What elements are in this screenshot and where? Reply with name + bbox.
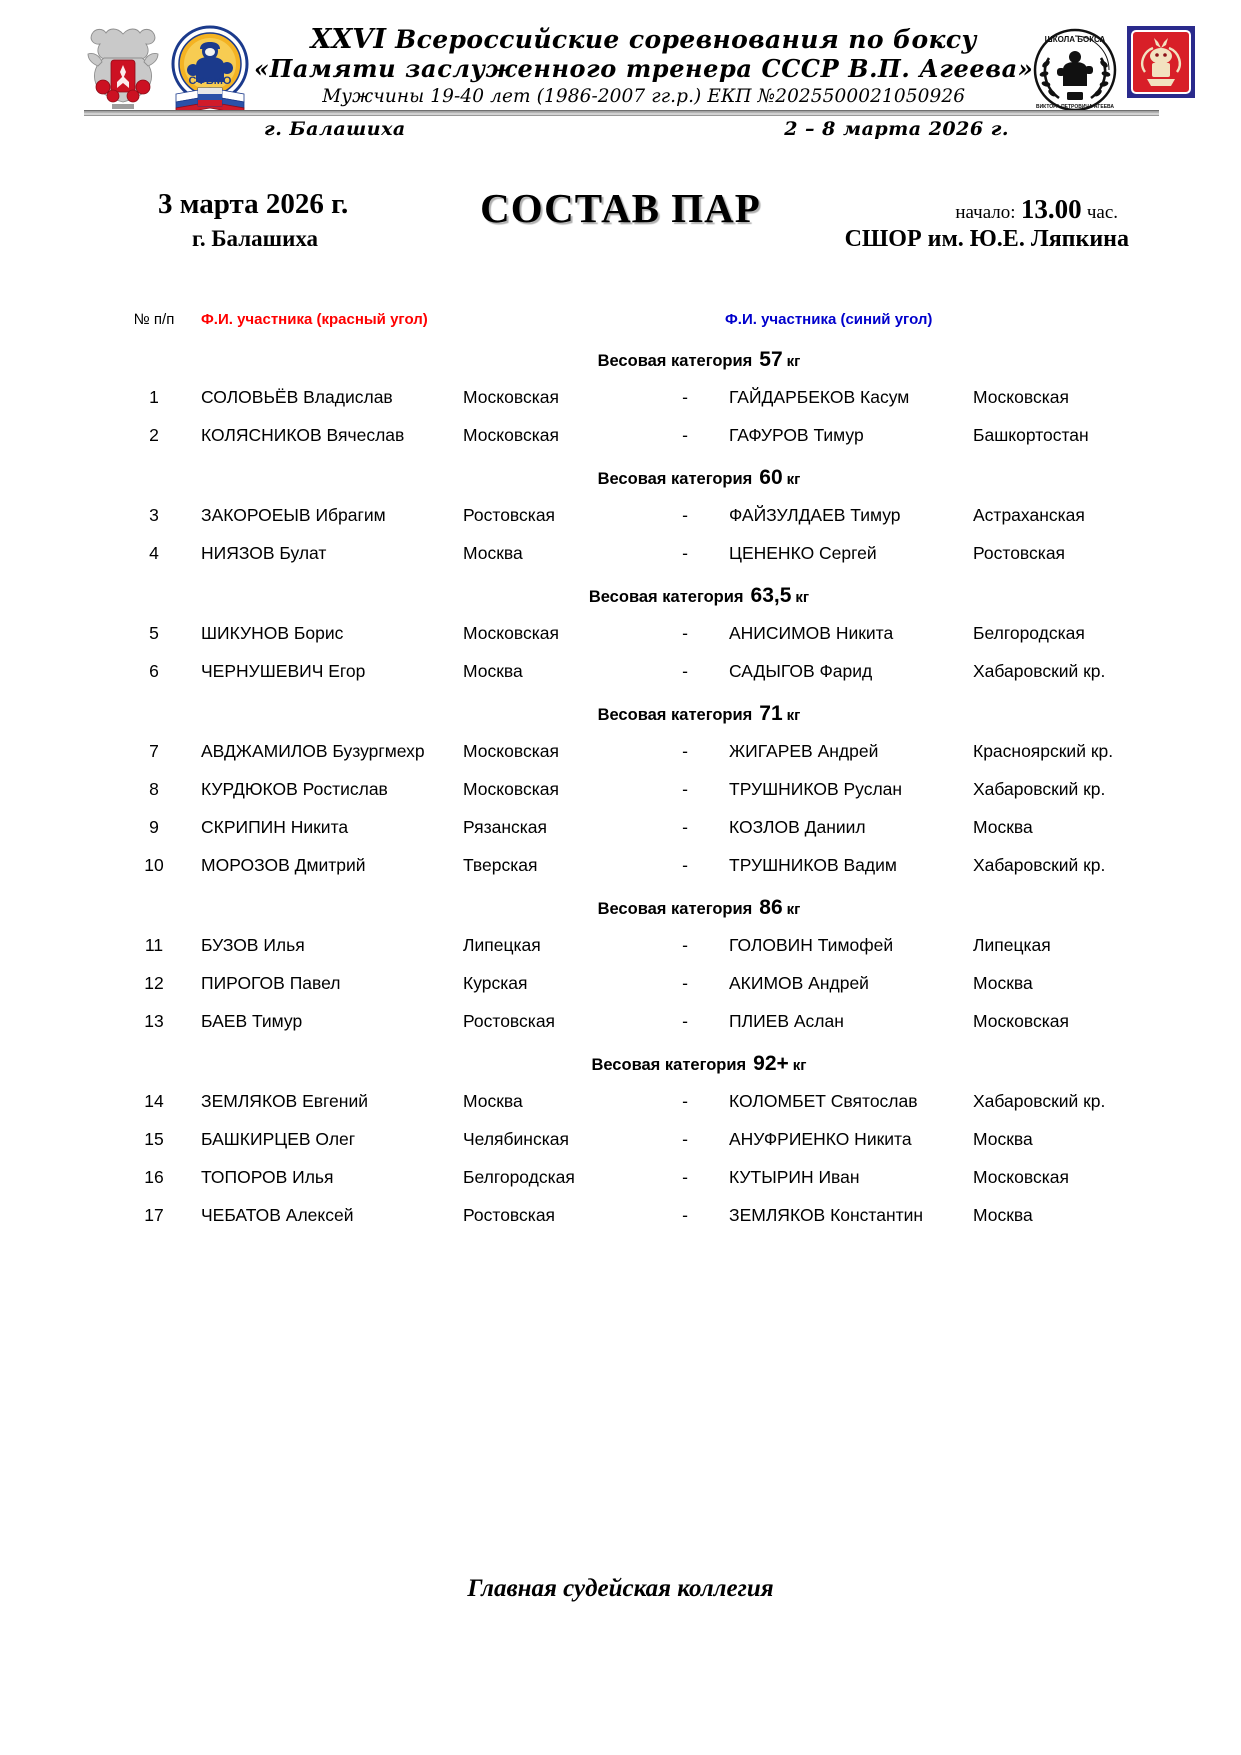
boxing-school-ageev-logo bbox=[1033, 26, 1117, 114]
blue-corner-name: ПЛИЕВ Аслан bbox=[729, 1010, 844, 1031]
red-corner-region: Московская bbox=[463, 386, 559, 407]
table-row bbox=[123, 496, 1163, 534]
bout-number: 10 bbox=[144, 854, 164, 875]
blue-corner-name: ГАЙДАРБЕКОВ Касум bbox=[729, 386, 910, 407]
blue-corner-region: Московская bbox=[973, 1010, 1069, 1031]
red-corner-name: БАШКИРЦЕВ Олег bbox=[201, 1128, 356, 1149]
vs-dash: - bbox=[682, 816, 688, 837]
vs-dash: - bbox=[682, 424, 688, 445]
bout-number: 7 bbox=[149, 740, 159, 761]
bout-number: 2 bbox=[149, 424, 159, 445]
session-venue: СШОР им. Ю.Е. Ляпкина bbox=[844, 226, 1129, 252]
weight-category-cell bbox=[123, 1040, 1163, 1082]
red-corner-region: Московская bbox=[463, 740, 559, 761]
event-title-line-2: «Памяти заслуженного тренера СССР В.П. Агеева» bbox=[254, 54, 1034, 84]
table-row bbox=[123, 614, 1163, 652]
red-corner-region: Рязанская bbox=[463, 816, 547, 837]
weight-category-value: 86 bbox=[759, 896, 783, 919]
red-corner-region: Тверская bbox=[463, 854, 538, 875]
event-title-line-1 bbox=[254, 24, 1033, 55]
weight-category-value: 57 bbox=[759, 348, 783, 371]
bout-number: 12 bbox=[144, 972, 164, 993]
pairs-sheet bbox=[0, 302, 1241, 1234]
blue-corner-region: Башкортостан bbox=[973, 424, 1089, 445]
bout-number: 13 bbox=[144, 1010, 164, 1031]
red-corner-region: Белгородская bbox=[463, 1166, 575, 1187]
weight-category-cell bbox=[123, 336, 1163, 378]
document-title-row bbox=[0, 185, 1241, 266]
red-corner-name: ЗАКОРОЕЫВ Ибрагим bbox=[201, 504, 386, 525]
red-corner-region: Ростовская bbox=[463, 1204, 556, 1225]
table-row bbox=[123, 1196, 1163, 1234]
weight-category-cell bbox=[123, 690, 1163, 732]
red-corner-name: БУЗОВ Илья bbox=[201, 934, 305, 955]
bout-number: 1 bbox=[149, 386, 159, 407]
column-header-blue-corner: Ф.И. участника (синий угол) bbox=[725, 310, 933, 328]
red-corner-region: Московская bbox=[463, 778, 559, 799]
weight-category-label: Весовая категория bbox=[597, 352, 753, 370]
blue-corner-name: КОЛОМБЕТ Святослав bbox=[729, 1090, 918, 1111]
weight-category-unit: кг bbox=[786, 471, 801, 488]
red-corner-name: СКРИПИН Никита bbox=[201, 816, 349, 837]
blue-corner-region: Красноярский кр. bbox=[973, 740, 1114, 761]
vs-dash: - bbox=[682, 778, 688, 799]
weight-category-unit: кг bbox=[786, 353, 801, 370]
russian-boxing-federation-eagle-logo bbox=[84, 24, 162, 112]
vs-dash: - bbox=[682, 386, 688, 407]
vs-dash: - bbox=[682, 622, 688, 643]
balashikha-coat-of-arms-logo bbox=[1127, 26, 1195, 98]
blue-corner-region: Москва bbox=[973, 972, 1033, 993]
table-row bbox=[123, 378, 1163, 416]
bout-number: 15 bbox=[144, 1128, 164, 1149]
red-corner-name: ЧЕБАТОВ Алексей bbox=[201, 1204, 354, 1225]
table-row bbox=[123, 964, 1163, 1002]
red-corner-name: НИЯЗОВ Булат bbox=[201, 542, 327, 563]
red-corner-name: БАЕВ Тимур bbox=[201, 1010, 303, 1031]
table-row bbox=[123, 770, 1163, 808]
weight-category-unit: кг bbox=[786, 707, 801, 724]
weight-category-cell bbox=[123, 572, 1163, 614]
blue-corner-name: ФАЙЗУЛДАЕВ Тимур bbox=[729, 504, 901, 525]
blue-corner-region: Астраханская bbox=[973, 504, 1085, 525]
bout-number: 17 bbox=[144, 1204, 164, 1225]
blue-corner-name: ТРУШНИКОВ Вадим bbox=[729, 854, 897, 875]
blue-corner-region: Хабаровский кр. bbox=[973, 660, 1106, 681]
weight-category-value: 60 bbox=[759, 466, 783, 489]
red-corner-region: Московская bbox=[463, 622, 559, 643]
vs-dash: - bbox=[682, 934, 688, 955]
weight-category-cell bbox=[123, 454, 1163, 496]
bout-number: 3 bbox=[149, 504, 159, 525]
header-city: г. Балашиха bbox=[264, 118, 406, 140]
red-corner-region: Ростовская bbox=[463, 1010, 556, 1031]
footer-signature: Главная судейская коллегия bbox=[467, 1575, 774, 1602]
sfbmo-emblem-logo bbox=[166, 24, 254, 116]
red-corner-name: ТОПОРОВ Илья bbox=[201, 1166, 334, 1187]
blue-corner-region: Хабаровский кр. bbox=[973, 778, 1106, 799]
blue-corner-name: КУТЫРИН Иван bbox=[729, 1166, 860, 1187]
document-header bbox=[0, 0, 1241, 150]
vs-dash: - bbox=[682, 504, 688, 525]
red-corner-name: АВДЖАМИЛОВ Бузургмехр bbox=[201, 740, 425, 761]
table-row bbox=[123, 652, 1163, 690]
weight-category-label: Весовая категория bbox=[588, 588, 744, 606]
red-corner-name: МОРОЗОВ Дмитрий bbox=[201, 854, 366, 875]
table-row bbox=[123, 1120, 1163, 1158]
table-row bbox=[123, 846, 1163, 884]
weight-category-row bbox=[123, 454, 1163, 496]
red-corner-region: Москва bbox=[463, 1090, 523, 1111]
weight-category-label: Весовая категория bbox=[597, 470, 753, 488]
bout-pairs-table bbox=[123, 302, 1163, 1234]
session-date: 3 марта 2026 г. bbox=[158, 188, 349, 220]
header-dates: 2 – 8 марта 2026 г. bbox=[784, 118, 1009, 140]
table-row bbox=[123, 1158, 1163, 1196]
blue-corner-name: ЖИГАРЕВ Андрей bbox=[729, 740, 879, 761]
bout-number: 14 bbox=[144, 1090, 164, 1111]
table-row bbox=[123, 926, 1163, 964]
red-corner-name: ЧЕРНУШЕВИЧ Егор bbox=[201, 660, 366, 681]
blue-corner-region: Московская bbox=[973, 1166, 1069, 1187]
blue-corner-region: Москва bbox=[973, 816, 1033, 837]
session-city: г. Балашиха bbox=[192, 226, 319, 251]
blue-corner-region: Хабаровский кр. bbox=[973, 1090, 1106, 1111]
start-unit: час. bbox=[1086, 202, 1118, 223]
weight-category-label: Весовая категория bbox=[597, 900, 753, 918]
page-title: СОСТАВ ПАР bbox=[480, 185, 761, 231]
table-row bbox=[123, 808, 1163, 846]
bout-number: 6 bbox=[149, 660, 159, 681]
red-corner-region: Челябинская bbox=[463, 1128, 569, 1149]
weight-category-label: Весовая категория bbox=[591, 1056, 747, 1074]
blue-corner-region: Хабаровский кр. bbox=[973, 854, 1106, 875]
red-corner-name: КУРДЮКОВ Ростислав bbox=[201, 778, 388, 799]
blue-corner-name: ЦЕНЕНКО Сергей bbox=[729, 542, 877, 563]
vs-dash: - bbox=[682, 1166, 688, 1187]
session-start-time bbox=[955, 194, 1118, 225]
red-corner-region: Москва bbox=[463, 542, 523, 563]
weight-category-unit: кг bbox=[786, 901, 801, 918]
bout-number: 5 bbox=[149, 622, 159, 643]
vs-dash: - bbox=[682, 1204, 688, 1225]
blue-corner-region: Ростовская bbox=[973, 542, 1066, 563]
weight-category-row bbox=[123, 690, 1163, 732]
weight-category-value: 63,5 bbox=[750, 584, 792, 607]
column-header-red-corner: Ф.И. участника (красный угол) bbox=[201, 310, 428, 328]
weight-category-unit: кг bbox=[795, 589, 810, 606]
bout-number: 8 bbox=[149, 778, 159, 799]
red-corner-name: СОЛОВЬЁВ Владислав bbox=[201, 386, 393, 407]
start-time-value: 13.00 bbox=[1020, 194, 1082, 224]
weight-category-unit: кг bbox=[792, 1057, 807, 1074]
event-title-text: Всероссийские соревнования по боксу bbox=[395, 25, 977, 54]
blue-corner-name: ГАФУРОВ Тимур bbox=[729, 424, 864, 445]
weight-category-value: 92+ bbox=[753, 1052, 789, 1075]
weight-category-row bbox=[123, 884, 1163, 926]
red-corner-name: ШИКУНОВ Борис bbox=[201, 622, 344, 643]
event-subtitle-line-3: Мужчины 19-40 лет (1986-2007 гг.р.) ЕКП №2025500021050926 bbox=[322, 86, 966, 108]
blue-corner-name: АНИСИМОВ Никита bbox=[729, 622, 894, 643]
blue-corner-name: ЗЕМЛЯКОВ Константин bbox=[729, 1204, 924, 1225]
blue-corner-name: АНУФРИЕНКО Никита bbox=[729, 1128, 912, 1149]
red-corner-region: Ростовская bbox=[463, 504, 556, 525]
blue-corner-region: Москва bbox=[973, 1204, 1033, 1225]
vs-dash: - bbox=[682, 740, 688, 761]
red-corner-region: Москва bbox=[463, 660, 523, 681]
weight-category-row bbox=[123, 1040, 1163, 1082]
start-label: начало: bbox=[955, 202, 1016, 223]
red-corner-name: ЗЕМЛЯКОВ Евгений bbox=[201, 1090, 369, 1111]
bout-number: 11 bbox=[144, 934, 164, 955]
blue-corner-name: КОЗЛОВ Даниил bbox=[729, 816, 866, 837]
header-left-logos bbox=[84, 22, 254, 116]
vs-dash: - bbox=[682, 1010, 688, 1031]
header-right-logos bbox=[1033, 22, 1195, 114]
red-corner-region: Курская bbox=[463, 972, 528, 993]
red-corner-region: Липецкая bbox=[463, 934, 541, 955]
bout-pairs-body bbox=[123, 336, 1163, 1234]
vs-dash: - bbox=[682, 1090, 688, 1111]
weight-category-label: Весовая категория bbox=[597, 706, 753, 724]
column-header-dash-spacer bbox=[655, 302, 715, 336]
vs-dash: - bbox=[682, 972, 688, 993]
table-row bbox=[123, 416, 1163, 454]
vs-dash: - bbox=[682, 854, 688, 875]
column-header-number: № п/п bbox=[133, 310, 175, 328]
header-title-block bbox=[254, 22, 1033, 108]
blue-corner-region: Белгородская bbox=[973, 622, 1085, 643]
red-corner-name: КОЛЯСНИКОВ Вячеслав bbox=[201, 424, 405, 445]
red-corner-name: ПИРОГОВ Павел bbox=[201, 972, 341, 993]
vs-dash: - bbox=[682, 542, 688, 563]
blue-corner-name: ТРУШНИКОВ Руслан bbox=[729, 778, 903, 799]
table-row bbox=[123, 1002, 1163, 1040]
event-roman-numeral: XXVI bbox=[310, 24, 386, 55]
blue-corner-region: Московская bbox=[973, 386, 1069, 407]
weight-category-row bbox=[123, 336, 1163, 378]
weight-category-cell bbox=[123, 884, 1163, 926]
vs-dash: - bbox=[682, 660, 688, 681]
blue-corner-name: САДЫГОВ Фарид bbox=[729, 660, 873, 681]
header-subline bbox=[84, 118, 1159, 148]
bout-number: 4 bbox=[149, 542, 159, 563]
red-corner-region: Московская bbox=[463, 424, 559, 445]
blue-corner-name: ГОЛОВИН Тимофей bbox=[729, 934, 894, 955]
bout-number: 16 bbox=[144, 1166, 164, 1187]
table-row bbox=[123, 732, 1163, 770]
table-row bbox=[123, 1082, 1163, 1120]
svg-text:СФБМО: СФБМО bbox=[188, 75, 232, 87]
blue-corner-region: Москва bbox=[973, 1128, 1033, 1149]
weight-category-row bbox=[123, 572, 1163, 614]
vs-dash: - bbox=[682, 1128, 688, 1149]
weight-category-value: 71 bbox=[759, 702, 783, 725]
blue-corner-name: АКИМОВ Андрей bbox=[729, 972, 869, 993]
blue-corner-region: Липецкая bbox=[973, 934, 1051, 955]
table-row bbox=[123, 534, 1163, 572]
svg-text:ШКОЛА БОКСА: ШКОЛА БОКСА bbox=[1045, 35, 1106, 44]
header-divider-bar bbox=[84, 110, 1159, 116]
svg-text:ВИКТОРА ПЕТРОВИЧА АГЕЕВА: ВИКТОРА ПЕТРОВИЧА АГЕЕВА bbox=[1036, 104, 1115, 110]
bout-number: 9 bbox=[149, 816, 159, 837]
table-header-row bbox=[123, 302, 1163, 336]
